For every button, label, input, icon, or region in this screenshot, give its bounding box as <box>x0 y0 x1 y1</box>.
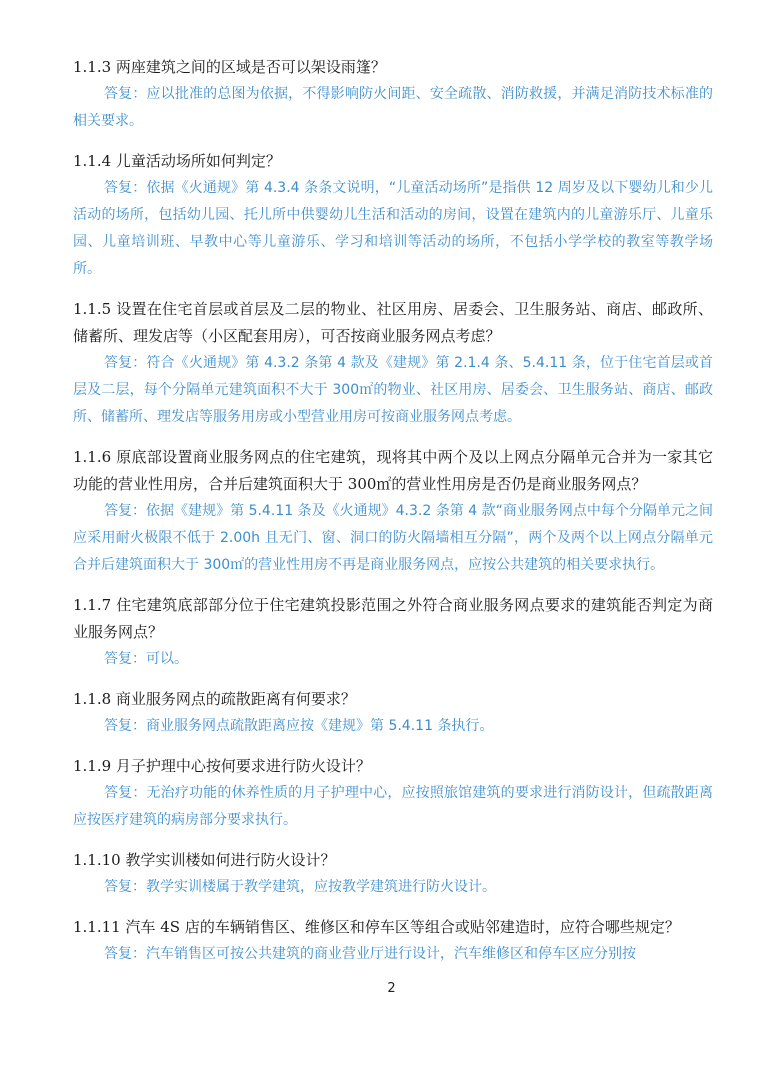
qa-item <box>73 54 713 135</box>
qa-item <box>73 753 713 834</box>
answer-text: 答复：汽车销售区可按公共建筑的商业营业厅进行设计，汽车维修区和停车区应分别按 <box>104 946 636 962</box>
question-text: 1.1.4 儿童活动场所如何判定？ <box>73 152 281 170</box>
answer-text: 答复：教学实训楼属于教学建筑，应按教学建筑进行防火设计。 <box>104 879 496 895</box>
answer-text: 答复：依据《建规》第 5.4.11 条及《火通规》4.3.2 条第 4 款“商业服务网点中每个分隔单元之间应采用耐火极限不低于 2.00h 且无门、窗、洞口的防火隔墙相互分隔”，两个及两个以上网点分隔单元合并后建筑面积大于 300㎡的营业性用房不再是商业服务网点，应按公共建筑的相关要求执行。 <box>73 503 713 573</box>
qa-item <box>73 914 713 968</box>
qa-item <box>73 444 713 579</box>
question-text: 1.1.5 设置在住宅首层或首层及二层的物业、社区用房、居委会、卫生服务站、商店、邮政所、储蓄所、理发店等（小区配套用房），可否按商业服务网点考虑？ <box>73 300 713 345</box>
page-number: 2 <box>387 981 396 996</box>
answer-text: 答复：应以批准的总图为依据，不得影响防火间距、安全疏散、消防救援，并满足消防技术标准的相关要求。 <box>73 86 713 129</box>
question-text: 1.1.3 两座建筑之间的区域是否可以架设雨篷？ <box>73 58 386 76</box>
answer-text: 答复：可以。 <box>104 651 188 667</box>
question-text: 1.1.8 商业服务网点的疏散距离有何要求？ <box>73 690 356 708</box>
question-text: 1.1.11 汽车 4S 店的车辆销售区、维修区和停车区等组合或贴邻建造时，应符合哪些规定？ <box>73 918 680 936</box>
answer-text: 答复：依据《火通规》第 4.3.4 条条文说明，“儿童活动场所”是指供 12 周岁及以下婴幼儿和少儿活动的场所，包括幼儿园、托儿所中供婴幼儿生活和活动的房间，设置在建筑内的儿童游乐厅、儿童乐园、儿童培训班、早教中心等儿童游乐、学习和培训等活动的场所，不包括小学学校的教室等教学场所。 <box>73 180 713 277</box>
qa-list <box>73 54 713 981</box>
qa-item <box>73 296 713 431</box>
question-text: 1.1.7 住宅建筑底部部分位于住宅建筑投影范围之外符合商业服务网点要求的建筑能否判定为商业服务网点？ <box>73 596 713 641</box>
answer-text: 答复：符合《火通规》第 4.3.2 条第 4 款及《建规》第 2.1.4 条、5.4.11 条，位于住宅首层或首层及二层，每个分隔单元建筑面积不大于 300㎡的物业、社区用房、居委会、卫生服务站、商店、邮政所、储蓄所、理发店等服务用房或小型营业用房可按商业服务网点考虑。 <box>73 355 713 425</box>
question-text: 1.1.10 教学实训楼如何进行防火设计？ <box>73 851 336 869</box>
qa-item <box>73 847 713 901</box>
qa-item <box>73 686 713 740</box>
answer-text: 答复：无治疗功能的休养性质的月子护理中心，应按照旅馆建筑的要求进行消防设计，但疏散距离应按医疗建筑的病房部分要求执行。 <box>73 785 713 828</box>
qa-item <box>73 592 713 673</box>
qa-item <box>73 148 713 283</box>
question-text: 1.1.6 原底部设置商业服务网点的住宅建筑，现将其中两个及以上网点分隔单元合并为一家其它功能的营业性用房，合并后建筑面积大于 300㎡的营业性用房是否仍是商业服务网点？ <box>73 448 713 493</box>
answer-text: 答复：商业服务网点疏散距离应按《建规》第 5.4.11 条执行。 <box>104 718 494 734</box>
question-text: 1.1.9 月子护理中心按何要求进行防火设计？ <box>73 757 371 775</box>
